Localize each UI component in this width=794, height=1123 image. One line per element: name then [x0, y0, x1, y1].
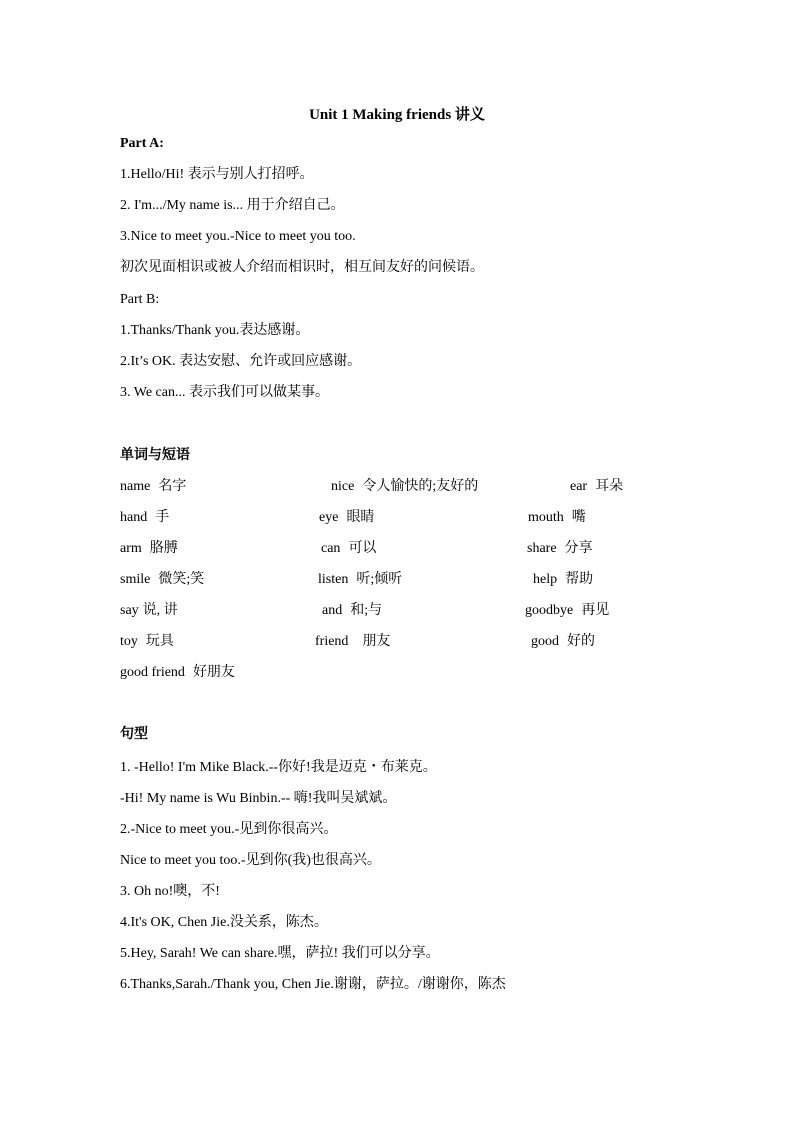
vocab-item [331, 478, 478, 496]
part-a-line-1: 1.Hello/Hi! 表示与别人打招呼。 [120, 167, 314, 182]
vocab-meaning: 听;倾听 [356, 572, 403, 587]
document-title: Unit 1 Making friends 讲义 [309, 107, 485, 123]
vocab-word: friend [315, 634, 349, 649]
vocab-meaning: 可以 [348, 541, 377, 556]
vocab-item [321, 540, 376, 558]
vocab-meaning: 手 [155, 510, 170, 525]
part-a-line-2: 2. I'm.../My name is... 用于介绍自己。 [120, 198, 345, 213]
vocab-meaning: 玩具 [145, 634, 174, 649]
vocab-item [527, 540, 593, 558]
vocab-meaning: 令人愉快的;友好的 [362, 479, 479, 494]
vocab-meaning: 名字 [158, 479, 187, 494]
sentence-line: 4.It's OK, Chen Jie.没关系，陈杰。 [120, 915, 328, 930]
vocab-meaning: 微笑;笑 [158, 572, 205, 587]
part-a-heading: Part A: [120, 136, 164, 151]
vocab-item [120, 602, 178, 620]
part-a-line-4: 初次见面相识或被人介绍而相识时，相互间友好的问候语。 [120, 260, 484, 275]
sentence-line: 1. -Hello! I'm Mike Black.--你好!我是迈克・布莱克。 [120, 760, 437, 775]
sentence-line: 2.-Nice to meet you.-见到你很高兴。 [120, 822, 338, 837]
vocab-meaning: 好的 [567, 634, 595, 649]
vocab-item [531, 633, 595, 651]
vocab-item [318, 571, 402, 589]
vocab-meaning: 分享 [564, 541, 593, 556]
vocab-item [120, 664, 235, 682]
part-b-line-2: 2.It’s OK. 表达安慰、允许或回应感谢。 [120, 354, 362, 369]
part-b-line-3: 3. We can... 表示我们可以做某事。 [120, 385, 329, 400]
vocab-word: good friend [120, 665, 185, 680]
vocab-meaning: 和;与 [350, 603, 383, 618]
vocab-word: can [321, 541, 341, 556]
vocab-word: arm [120, 541, 142, 556]
vocab-item [120, 540, 178, 558]
vocab-word: hand [120, 510, 148, 525]
vocab-item [533, 571, 593, 589]
vocab-word: and [322, 603, 343, 618]
vocab-word: toy [120, 634, 138, 649]
vocab-word: help [533, 572, 558, 587]
vocab-word: goodbye [525, 603, 574, 618]
sentence-line: Nice to meet you too.-见到你(我)也很高兴。 [120, 853, 381, 868]
vocab-meaning: 再见 [581, 603, 610, 618]
vocab-meaning: 朋友 [362, 634, 391, 649]
vocab-item [120, 633, 174, 651]
vocab-word: smile [120, 572, 151, 587]
vocab-item [319, 509, 374, 527]
vocab-word: listen [318, 572, 349, 587]
vocab-word: name [120, 479, 151, 494]
vocab-item [120, 509, 169, 527]
vocab-word: mouth [528, 510, 564, 525]
part-a-line-3: 3.Nice to meet you.-Nice to meet you too. [120, 229, 356, 244]
vocab-item [120, 478, 186, 496]
vocab-word: ear [570, 479, 588, 494]
sentence-line: -Hi! My name is Wu Binbin.-- 嗨!我叫吴斌斌。 [120, 791, 397, 806]
vocab-item [570, 478, 623, 496]
vocab-word: say [120, 603, 139, 618]
vocab-item [315, 633, 390, 651]
part-b-heading: Part B: [120, 292, 160, 307]
vocab-word: nice [331, 479, 355, 494]
vocab-meaning: 说, 讲 [142, 603, 178, 618]
vocab-meaning: 耳朵 [595, 479, 624, 494]
vocab-item [528, 509, 586, 527]
vocab-word: eye [319, 510, 339, 525]
sentence-line: 3. Oh no!噢，不! [120, 884, 220, 899]
vocab-item [120, 571, 204, 589]
vocab-meaning: 嘴 [571, 510, 586, 525]
vocab-meaning: 好朋友 [192, 665, 235, 680]
vocab-word: share [527, 541, 557, 556]
vocab-meaning: 眼睛 [346, 510, 375, 525]
part-b-line-1: 1.Thanks/Thank you.表达感谢。 [120, 323, 310, 338]
vocab-meaning: 帮助 [565, 572, 594, 587]
sentences-heading: 句型 [120, 727, 148, 742]
vocab-meaning: 胳膊 [149, 541, 178, 556]
vocab-item [525, 602, 609, 620]
vocab-heading: 单词与短语 [120, 448, 190, 463]
sentence-line: 6.Thanks,Sarah./Thank you, Chen Jie.谢谢，萨拉。/谢谢你，陈杰 [120, 977, 506, 992]
vocab-item [322, 602, 382, 620]
vocab-word: good [531, 634, 559, 649]
sentence-line: 5.Hey, Sarah! We can share.嘿，萨拉! 我们可以分享。 [120, 946, 440, 961]
